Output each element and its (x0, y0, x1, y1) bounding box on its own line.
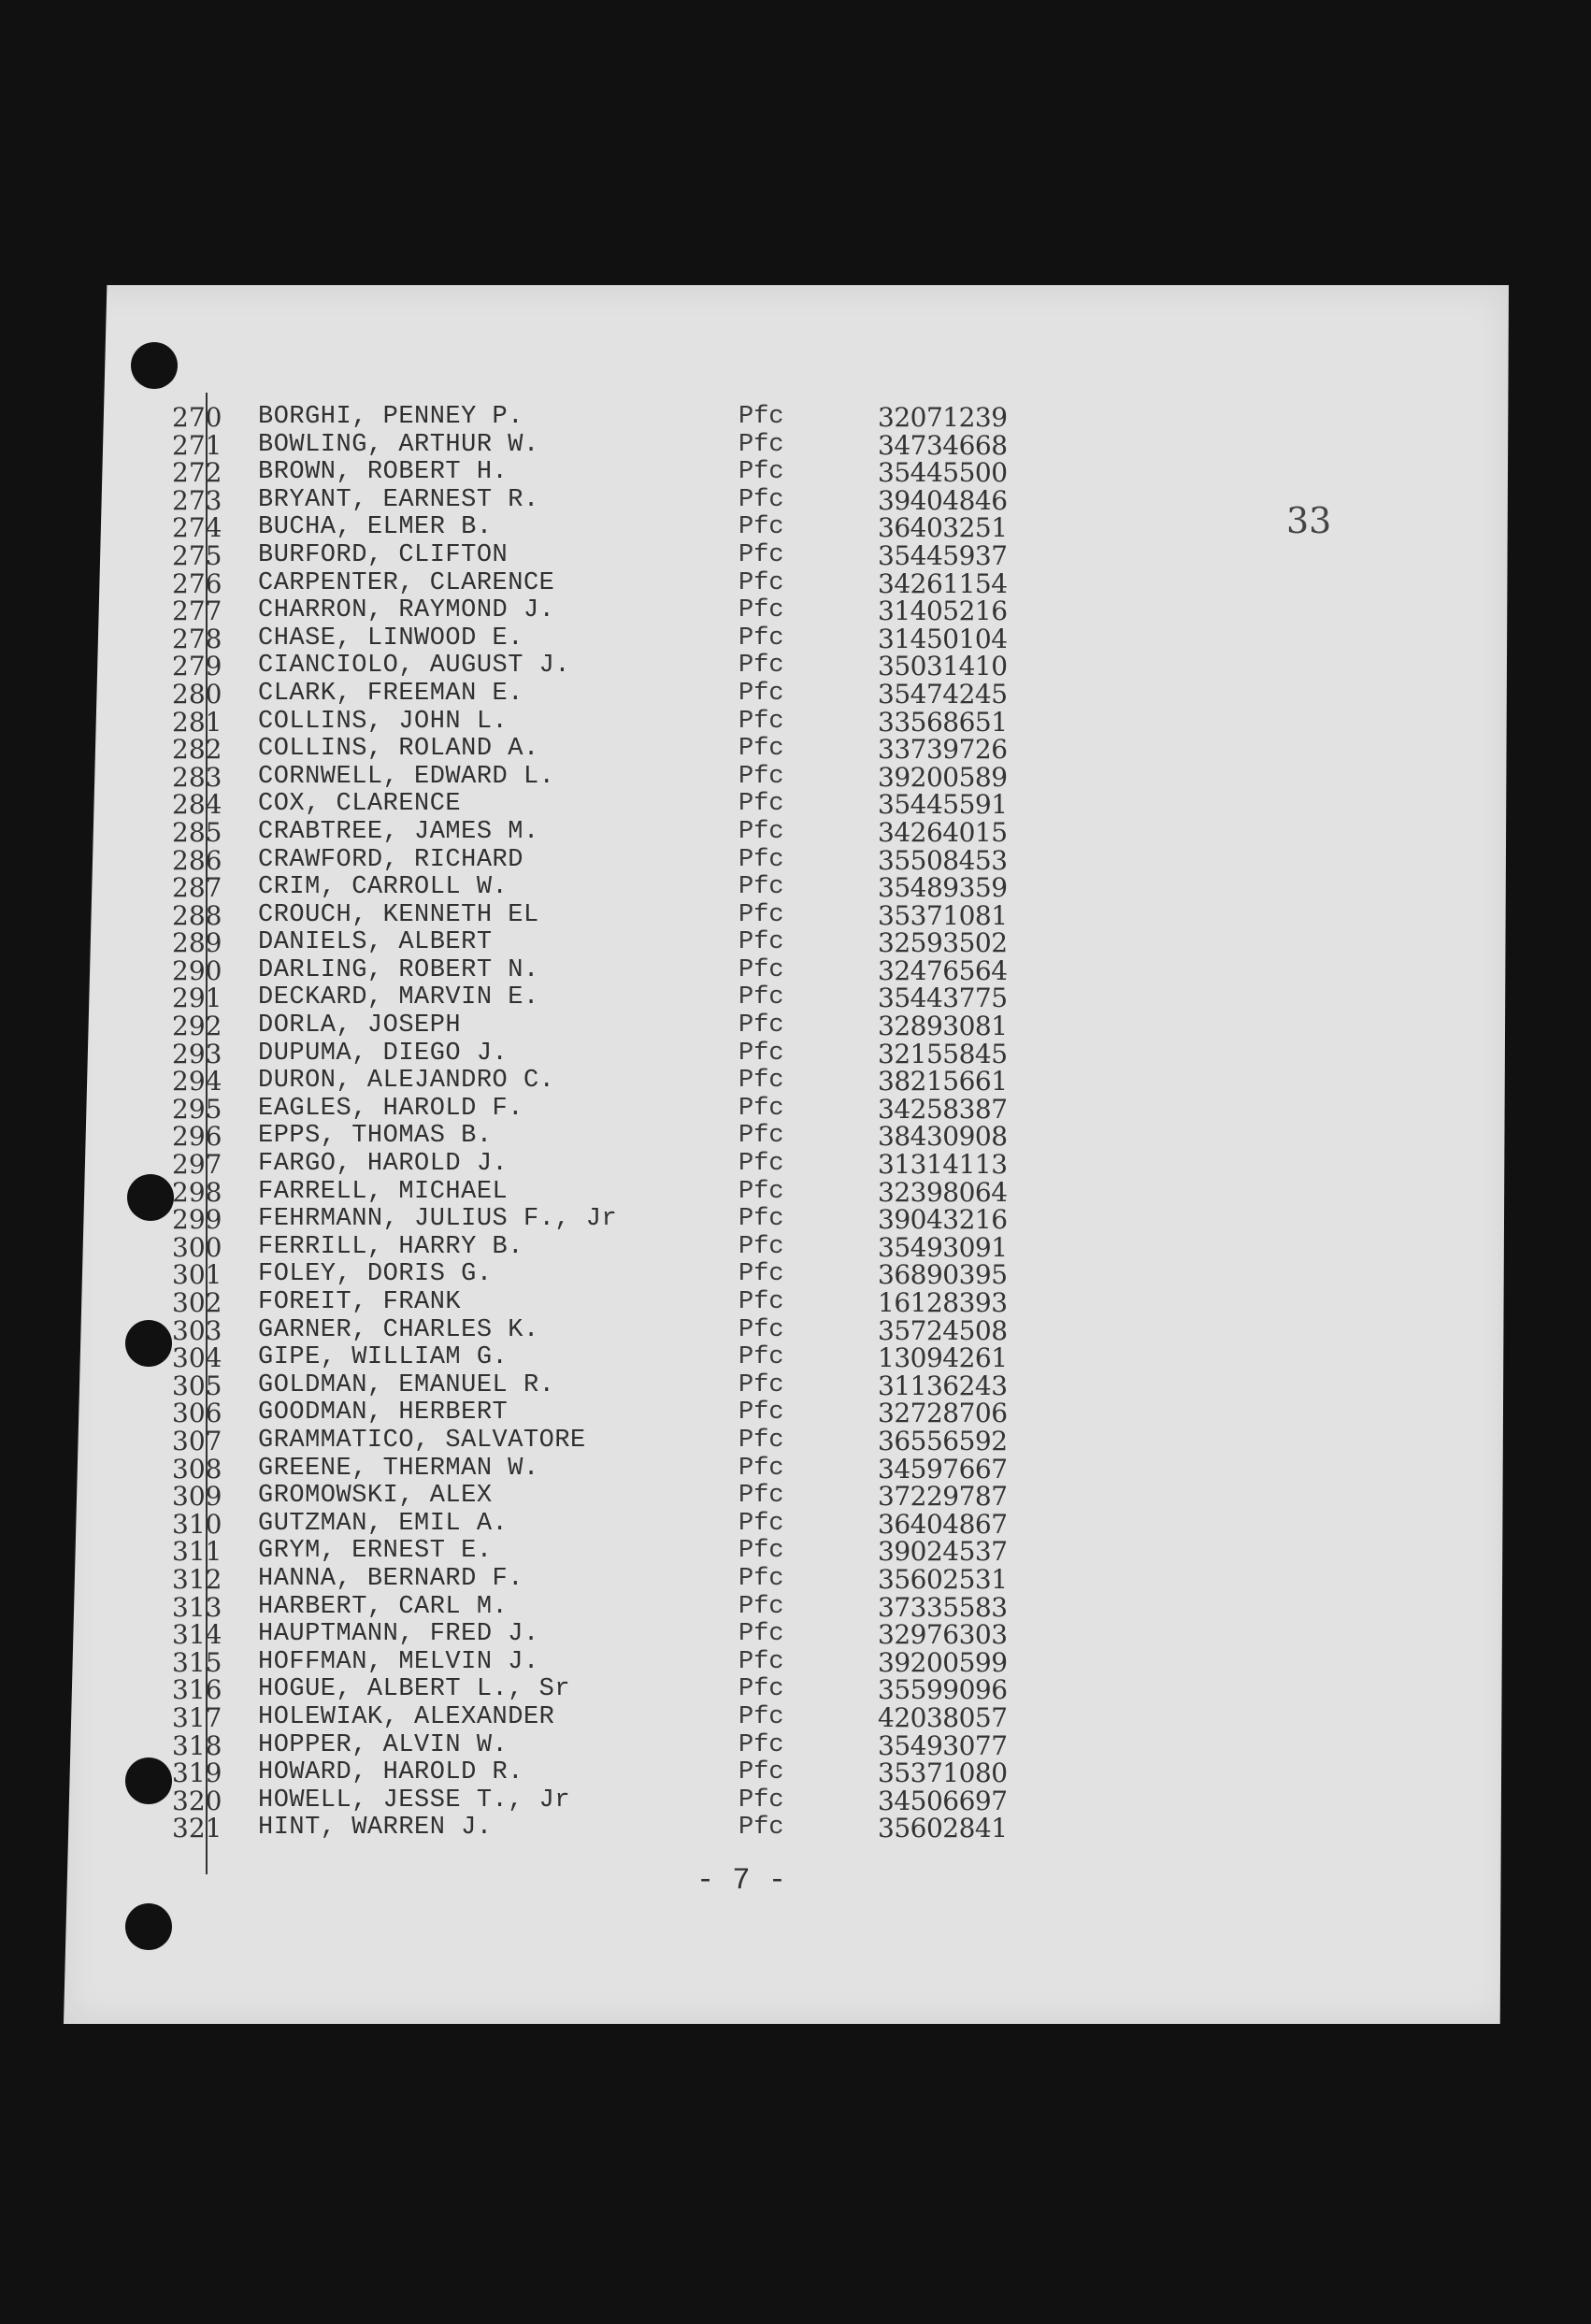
soldier-name: GROMOWSKI, ALEX (258, 1482, 493, 1511)
rank: Pfc (738, 1786, 784, 1815)
roster-number: 286 (172, 844, 222, 876)
roster-number: 272 (172, 457, 222, 489)
rank: Pfc (738, 1509, 784, 1538)
roster-row (172, 1399, 1088, 1427)
roster-number: 317 (172, 1701, 222, 1733)
rank: Pfc (738, 1399, 784, 1427)
soldier-name: HOGUE, ALBERT L., Sr (258, 1675, 571, 1704)
soldier-name: FOREIT, FRANK (258, 1288, 462, 1316)
serial-number: 36403251 (878, 512, 1008, 544)
soldier-name: HARBERT, CARL M. (258, 1592, 509, 1621)
roster-row (172, 1453, 1088, 1485)
serial-number: 42038057 (878, 1701, 1008, 1733)
rank: Pfc (738, 430, 784, 459)
roster-row (172, 1563, 1088, 1595)
soldier-name: DECKARD, MARVIN E. (258, 983, 539, 1012)
serial-number: 38215661 (878, 1066, 1008, 1097)
roster-number: 319 (172, 1757, 222, 1789)
soldier-name: GARNER, CHARLES K. (258, 1315, 539, 1344)
serial-number: 39200589 (878, 761, 1008, 793)
serial-number: 35371081 (878, 899, 1008, 931)
roster-row (172, 1508, 1088, 1540)
serial-number: 32728706 (878, 1398, 1008, 1429)
soldier-name: CRAWFORD, RICHARD (258, 845, 523, 874)
roster-number: 278 (172, 623, 222, 654)
rank: Pfc (738, 1122, 784, 1151)
serial-number: 33739726 (878, 734, 1008, 766)
serial-number: 39043216 (878, 1204, 1008, 1236)
roster-number: 280 (172, 678, 222, 710)
roster-row (172, 484, 1088, 516)
serial-number: 32155845 (878, 1038, 1008, 1069)
soldier-name: DANIELS, ALBERT (258, 928, 493, 957)
roster-row (172, 1261, 1088, 1289)
roster-row (172, 597, 1088, 625)
soldier-name: GOLDMAN, EMANUEL R. (258, 1370, 555, 1399)
serial-number: 32476564 (878, 954, 1008, 986)
roster-row (172, 404, 1088, 432)
rank: Pfc (738, 1647, 784, 1676)
roster-number: 293 (172, 1038, 222, 1069)
roster-number: 270 (172, 402, 222, 433)
binder-hole (125, 1320, 172, 1367)
binder-hole (125, 1903, 172, 1950)
soldier-name: DURON, ALEJANDRO C. (258, 1067, 555, 1096)
binder-hole (125, 1757, 172, 1804)
roster-row (172, 816, 1088, 848)
serial-number: 32398064 (878, 1176, 1008, 1208)
serial-number: 34597667 (878, 1453, 1008, 1485)
serial-number: 33568651 (878, 706, 1008, 738)
serial-number: 32893081 (878, 1011, 1008, 1042)
roster-list (172, 404, 1088, 1843)
roster-number: 294 (172, 1066, 222, 1097)
roster-row (172, 1483, 1088, 1511)
serial-number: 34261154 (878, 567, 1008, 599)
roster-number: 276 (172, 567, 222, 599)
roster-number: 313 (172, 1591, 222, 1623)
roster-row (172, 929, 1088, 957)
rank: Pfc (738, 762, 784, 791)
serial-number: 35724508 (878, 1314, 1008, 1346)
soldier-name: HOLEWIAK, ALEXANDER (258, 1702, 555, 1731)
roster-number: 316 (172, 1674, 222, 1706)
roster-row (172, 1151, 1088, 1179)
roster-row (172, 761, 1088, 793)
serial-number: 13094261 (878, 1342, 1008, 1374)
serial-number: 31136243 (878, 1370, 1008, 1401)
roster-row (172, 1372, 1088, 1400)
roster-number: 303 (172, 1314, 222, 1346)
roster-row (172, 539, 1088, 571)
soldier-name: FARGO, HAROLD J. (258, 1150, 509, 1179)
soldier-name: CRABTREE, JAMES M. (258, 817, 539, 846)
roster-number: 301 (172, 1259, 222, 1291)
serial-number: 32071239 (878, 402, 1008, 433)
serial-number: 39024537 (878, 1536, 1008, 1568)
roster-number: 275 (172, 539, 222, 571)
rank: Pfc (738, 403, 784, 431)
serial-number: 34264015 (878, 816, 1008, 848)
serial-number: 35602841 (878, 1813, 1008, 1844)
soldier-name: GOODMAN, HERBERT (258, 1399, 509, 1427)
soldier-name: CORNWELL, EDWARD L. (258, 762, 555, 791)
soldier-name: BUCHA, ELMER B. (258, 513, 493, 542)
roster-row (172, 1344, 1088, 1372)
serial-number: 35031410 (878, 651, 1008, 682)
roster-number: 305 (172, 1370, 222, 1401)
binder-hole (127, 1174, 174, 1221)
roster-row (172, 1787, 1088, 1815)
roster-number: 287 (172, 872, 222, 904)
roster-row (172, 625, 1088, 653)
soldier-name: BOWLING, ARTHUR W. (258, 430, 539, 459)
roster-number: 290 (172, 954, 222, 986)
soldier-name: HOFFMAN, MELVIN J. (258, 1647, 539, 1676)
roster-number: 271 (172, 429, 222, 461)
roster-row (172, 706, 1088, 738)
roster-row (172, 736, 1088, 764)
roster-number: 297 (172, 1149, 222, 1181)
roster-row (172, 653, 1088, 681)
soldier-name: GUTZMAN, EMIL A. (258, 1509, 509, 1538)
serial-number: 31314113 (878, 1149, 1008, 1181)
serial-number: 35443775 (878, 983, 1008, 1014)
roster-row (172, 1759, 1088, 1787)
serial-number: 36404867 (878, 1508, 1008, 1540)
serial-number: 32593502 (878, 927, 1008, 959)
roster-number: 274 (172, 512, 222, 544)
roster-number: 311 (172, 1536, 222, 1568)
rank: Pfc (738, 1177, 784, 1206)
rank: Pfc (738, 735, 784, 764)
serial-number: 37335583 (878, 1591, 1008, 1623)
roster-row (172, 1093, 1088, 1125)
rank: Pfc (738, 1370, 784, 1399)
soldier-name: CLARK, FREEMAN E. (258, 679, 523, 708)
roster-number: 273 (172, 484, 222, 516)
soldier-name: CHASE, LINWOOD E. (258, 624, 523, 653)
soldier-name: FEHRMANN, JULIUS F., Jr (258, 1205, 618, 1234)
serial-number: 35474245 (878, 678, 1008, 710)
roster-row (172, 1314, 1088, 1346)
soldier-name: COLLINS, ROLAND A. (258, 735, 539, 764)
soldier-name: CHARRON, RAYMOND J. (258, 596, 555, 625)
soldier-name: CIANCIOLO, AUGUST J. (258, 652, 571, 681)
serial-number: 35445500 (878, 457, 1008, 489)
roster-number: 310 (172, 1508, 222, 1540)
serial-number: 38430908 (878, 1121, 1008, 1153)
rank: Pfc (738, 1260, 784, 1289)
roster-row (172, 1621, 1088, 1649)
roster-number: 304 (172, 1342, 222, 1374)
roster-number: 281 (172, 706, 222, 738)
rank: Pfc (738, 1454, 784, 1483)
roster-number: 285 (172, 816, 222, 848)
serial-number: 34506697 (878, 1785, 1008, 1816)
rank: Pfc (738, 458, 784, 487)
soldier-name: FARRELL, MICHAEL (258, 1177, 509, 1206)
roster-number: 282 (172, 734, 222, 766)
roster-number: 309 (172, 1481, 222, 1513)
roster-row (172, 954, 1088, 986)
roster-number: 283 (172, 761, 222, 793)
page-footer: - 7 - (696, 1863, 787, 1898)
soldier-name: CRIM, CARROLL W. (258, 873, 509, 902)
roster-row (172, 567, 1088, 599)
roster-row (172, 1012, 1088, 1040)
roster-row (172, 1815, 1088, 1843)
roster-row (172, 1176, 1088, 1208)
roster-number: 284 (172, 789, 222, 821)
rank: Pfc (738, 679, 784, 708)
rank: Pfc (738, 1675, 784, 1704)
serial-number: 36556592 (878, 1425, 1008, 1456)
rank: Pfc (738, 513, 784, 542)
roster-number: 292 (172, 1011, 222, 1042)
roster-number: 315 (172, 1646, 222, 1678)
soldier-name: COLLINS, JOHN L. (258, 707, 509, 736)
roster-number: 307 (172, 1425, 222, 1456)
roster-number: 308 (172, 1453, 222, 1485)
serial-number: 35599096 (878, 1674, 1008, 1706)
roster-row (172, 874, 1088, 902)
roster-row (172, 1676, 1088, 1704)
serial-number: 35489359 (878, 872, 1008, 904)
soldier-name: FERRILL, HARRY B. (258, 1232, 523, 1261)
rank: Pfc (738, 1426, 784, 1455)
soldier-name: GRYM, ERNEST E. (258, 1537, 493, 1566)
soldier-name: BRYANT, EARNEST R. (258, 485, 539, 514)
roster-row (172, 1729, 1088, 1761)
soldier-name: DORLA, JOSEPH (258, 1011, 462, 1040)
rank: Pfc (738, 1730, 784, 1759)
roster-number: 295 (172, 1093, 222, 1125)
rank: Pfc (738, 624, 784, 653)
roster-number: 312 (172, 1563, 222, 1595)
serial-number: 35602531 (878, 1563, 1008, 1595)
serial-number: 34734668 (878, 429, 1008, 461)
rank: Pfc (738, 1039, 784, 1068)
roster-row (172, 1231, 1088, 1263)
soldier-name: FOLEY, DORIS G. (258, 1260, 493, 1289)
rank: Pfc (738, 955, 784, 984)
serial-number: 31450104 (878, 623, 1008, 654)
rank: Pfc (738, 1564, 784, 1593)
rank: Pfc (738, 1758, 784, 1787)
roster-number: 291 (172, 983, 222, 1014)
rank: Pfc (738, 1537, 784, 1566)
roster-row (172, 1068, 1088, 1096)
rank: Pfc (738, 568, 784, 597)
roster-row (172, 459, 1088, 487)
roster-row (172, 1123, 1088, 1151)
serial-number: 35508453 (878, 844, 1008, 876)
rank: Pfc (738, 1482, 784, 1511)
rank: Pfc (738, 845, 784, 874)
soldier-name: DARLING, ROBERT N. (258, 955, 539, 984)
rank: Pfc (738, 1094, 784, 1123)
soldier-name: HANNA, BERNARD F. (258, 1564, 523, 1593)
serial-number: 39404846 (878, 484, 1008, 516)
rank: Pfc (738, 928, 784, 957)
serial-number: 32976303 (878, 1619, 1008, 1651)
serial-number: 34258387 (878, 1093, 1008, 1125)
roster-number: 318 (172, 1729, 222, 1761)
rank: Pfc (738, 790, 784, 819)
roster-number: 321 (172, 1813, 222, 1844)
roster-row (172, 678, 1088, 710)
soldier-name: BROWN, ROBERT H. (258, 458, 509, 487)
rank: Pfc (738, 983, 784, 1012)
rank: Pfc (738, 900, 784, 929)
serial-number: 35445591 (878, 789, 1008, 821)
roster-row (172, 1646, 1088, 1678)
roster-row (172, 1206, 1088, 1234)
soldier-name: BORGHI, PENNEY P. (258, 403, 523, 431)
serial-number: 35445937 (878, 539, 1008, 571)
roster-number: 298 (172, 1176, 222, 1208)
soldier-name: CROUCH, KENNETH EL (258, 900, 539, 929)
roster-row (172, 984, 1088, 1012)
soldier-name: GIPE, WILLIAM G. (258, 1343, 509, 1372)
rank: Pfc (738, 1592, 784, 1621)
roster-number: 320 (172, 1785, 222, 1816)
soldier-name: EAGLES, HAROLD F. (258, 1094, 523, 1123)
roster-row (172, 899, 1088, 931)
soldier-name: HINT, WARREN J. (258, 1814, 493, 1843)
roster-number: 300 (172, 1231, 222, 1263)
roster-row (172, 1427, 1088, 1456)
roster-row (172, 1040, 1088, 1069)
roster-row (172, 1701, 1088, 1733)
rank: Pfc (738, 1067, 784, 1096)
rank: Pfc (738, 1343, 784, 1372)
rank: Pfc (738, 596, 784, 625)
rank: Pfc (738, 1620, 784, 1649)
soldier-name: HOWELL, JESSE T., Jr (258, 1786, 571, 1815)
soldier-name: GREENE, THERMAN W. (258, 1454, 539, 1483)
soldier-name: HOWARD, HAROLD R. (258, 1758, 523, 1787)
serial-number: 35493077 (878, 1729, 1008, 1761)
serial-number: 16128393 (878, 1287, 1008, 1318)
rank: Pfc (738, 652, 784, 681)
rank: Pfc (738, 1702, 784, 1731)
roster-number: 279 (172, 651, 222, 682)
rank: Pfc (738, 1232, 784, 1261)
roster-row (172, 1289, 1088, 1317)
roster-number: 299 (172, 1204, 222, 1236)
soldier-name: HOPPER, ALVIN W. (258, 1730, 509, 1759)
roster-row (172, 791, 1088, 819)
page-number: 33 (1286, 500, 1332, 541)
serial-number: 39200599 (878, 1646, 1008, 1678)
roster-row (172, 1591, 1088, 1623)
rank: Pfc (738, 1205, 784, 1234)
rank: Pfc (738, 1011, 784, 1040)
soldier-name: BURFORD, CLIFTON (258, 540, 509, 569)
rank: Pfc (738, 817, 784, 846)
roster-number: 302 (172, 1287, 222, 1318)
serial-number: 35493091 (878, 1231, 1008, 1263)
soldier-name: DUPUMA, DIEGO J. (258, 1039, 509, 1068)
rank: Pfc (738, 540, 784, 569)
soldier-name: COX, CLARENCE (258, 790, 462, 819)
roster-row (172, 1538, 1088, 1566)
binder-hole (131, 342, 178, 389)
rank: Pfc (738, 1288, 784, 1316)
serial-number: 36890395 (878, 1259, 1008, 1291)
rank: Pfc (738, 1315, 784, 1344)
roster-number: 306 (172, 1398, 222, 1429)
roster-number: 296 (172, 1121, 222, 1153)
roster-number: 314 (172, 1619, 222, 1651)
roster-row (172, 429, 1088, 461)
serial-number: 35371080 (878, 1757, 1008, 1789)
soldier-name: HAUPTMANN, FRED J. (258, 1620, 539, 1649)
soldier-name: CARPENTER, CLARENCE (258, 568, 555, 597)
roster-number: 288 (172, 899, 222, 931)
rank: Pfc (738, 1814, 784, 1843)
rank: Pfc (738, 873, 784, 902)
roster-number: 277 (172, 595, 222, 627)
serial-number: 37229787 (878, 1481, 1008, 1513)
roster-row (172, 514, 1088, 542)
roster-number: 289 (172, 927, 222, 959)
rank: Pfc (738, 707, 784, 736)
rank: Pfc (738, 485, 784, 514)
roster-row (172, 844, 1088, 876)
soldier-name: EPPS, THOMAS B. (258, 1122, 493, 1151)
serial-number: 31405216 (878, 595, 1008, 627)
soldier-name: GRAMMATICO, SALVATORE (258, 1426, 586, 1455)
rank: Pfc (738, 1150, 784, 1179)
